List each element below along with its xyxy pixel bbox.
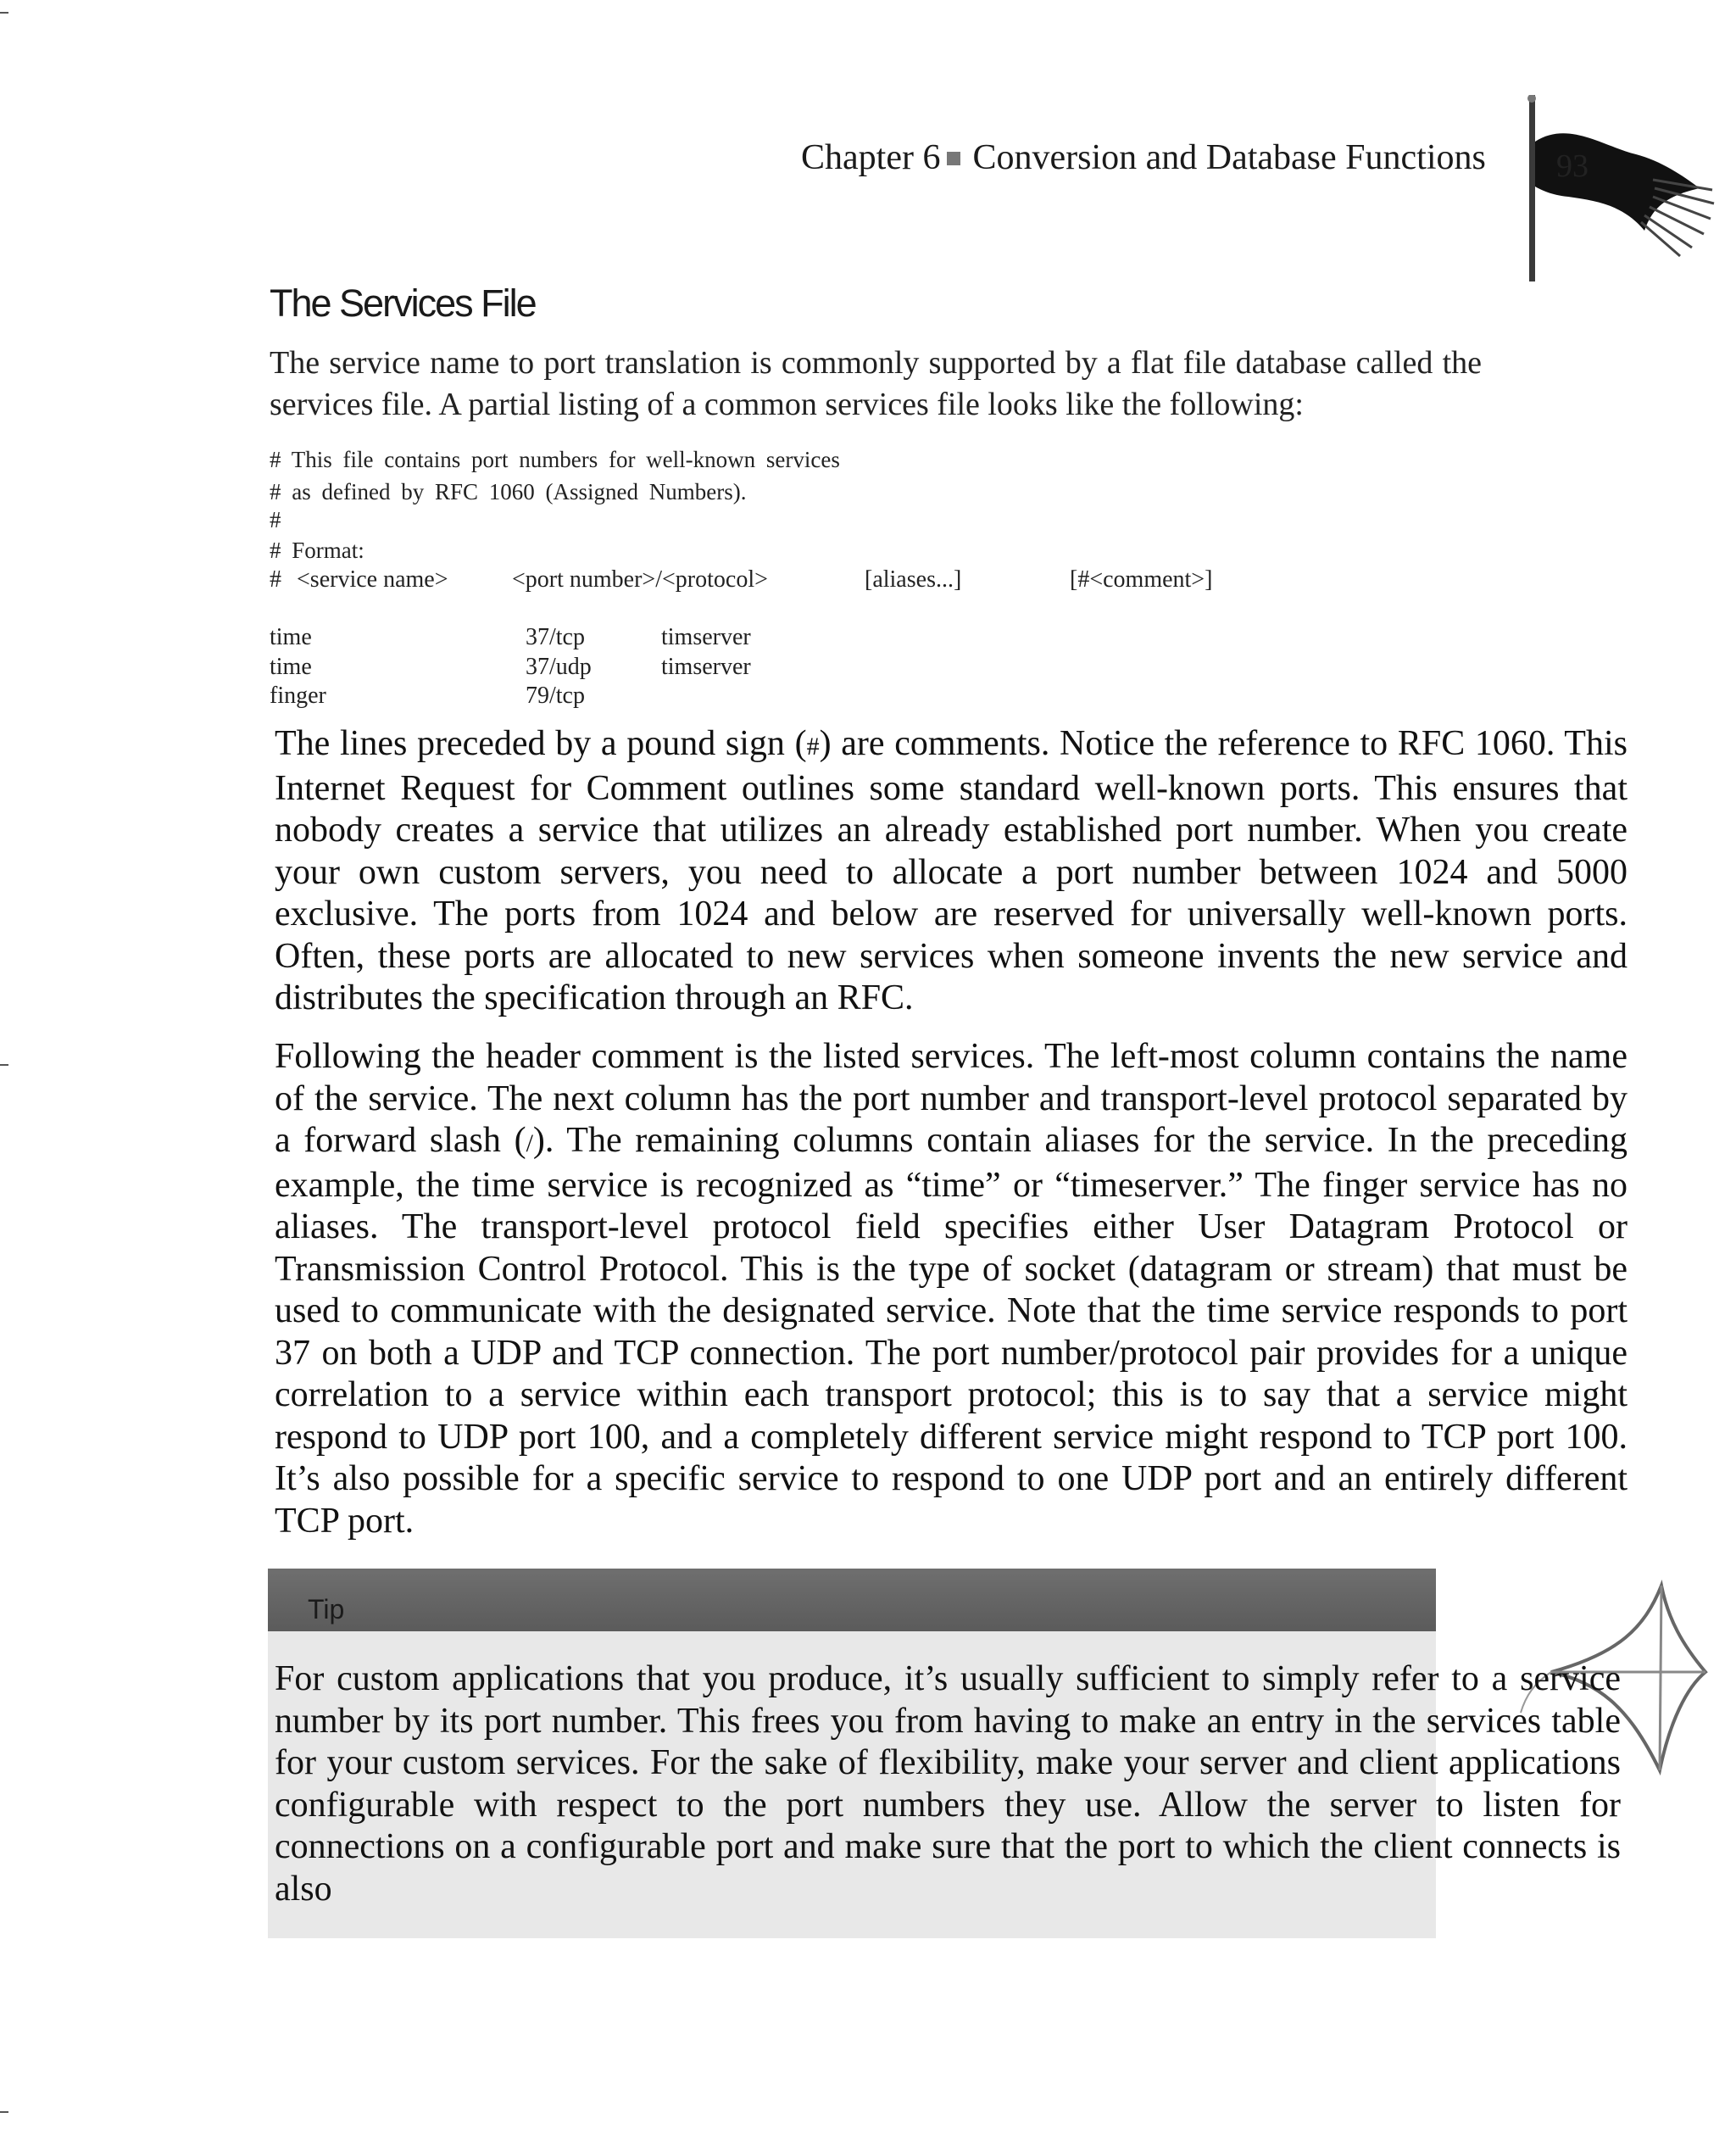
service-alias: timserver — [661, 654, 751, 680]
service-name: finger — [270, 683, 326, 709]
paragraph-text: The lines preceded by a pound sign ( — [275, 724, 807, 763]
service-name: time — [270, 654, 312, 680]
service-alias: timserver — [661, 624, 751, 650]
code-comment-line: # Format: — [270, 538, 364, 563]
body-paragraph — [275, 723, 1628, 1020]
format-port: <port number>/<protocol> — [512, 566, 768, 593]
pound-sign-symbol: # — [806, 733, 820, 761]
edge-mark — [0, 12, 8, 14]
square-bullet-icon — [947, 152, 960, 165]
service-port: 37/udp — [526, 654, 592, 680]
paragraph-text: ). The remaining columns contain aliases for the service. In the preceding example, the time service is recognized as “time” or “timeserver.” The finger service has no aliases. The transport-level protocol field specifies either User Datagram Protocol or Transmission Control Protocol. This is the type of socket (datagram or stream) that must be used to communicate with the designated service. Note that the time service responds to port 37 on both a UDP and TCP connection. The port number/protocol pair provides for a unique correlation to a service within each transport protocol; this is to say that a service might respond to UDP port 100, and a completely different service might respond to TCP port 100. It’s also possible for a specific service to respond to one UDP port and an entirely different TCP port. — [275, 1121, 1628, 1541]
edge-mark — [0, 1064, 8, 1066]
intro-paragraph: The service name to port translation is commonly supported by a flat file database called the services file. A partial listing of a common services file looks like the following: — [270, 345, 1482, 422]
service-port: 79/tcp — [526, 683, 585, 709]
code-comment-line: # This file contains port numbers for well-known services — [270, 447, 840, 472]
service-port: 37/tcp — [526, 624, 585, 650]
forward-slash-symbol: / — [526, 1129, 533, 1157]
waving-flag-icon — [1441, 95, 1721, 290]
section-heading: The Services File — [270, 281, 536, 325]
format-comment: [#<comment>] — [1070, 566, 1213, 593]
tip-text: For custom applications that you produce, it’s usually sufficient to simply refer to a service number by its port number. This frees you from having to make an entry in the services table for your custom services. For the sake of flexibility, make your server and client applications configurable with respect to the port numbers they use. Allow the server to listen for connections on a configurable port and make sure that the port to which the client connects is also — [275, 1659, 1621, 1909]
page-number: 93 — [1556, 148, 1589, 184]
code-comment-line: # as defined by RFC 1060 (Assigned Numbers). — [270, 479, 747, 504]
paragraph-text: Following the header comment is the listed services. The left-most column contains the name of the service. The next column has the port number and transport-level protocol separated by a forward slash ( — [275, 1037, 1628, 1160]
chapter-label: Chapter 6 — [801, 138, 941, 177]
running-header — [801, 137, 1486, 178]
paragraph-text: ) are comments. Notice the reference to RFC 1060. This Internet Request for Comment outlines some standard well-known ports. This ensures that nobody creates a service that utilizes an already established port number. When you create your own custom servers, you need to allocate a port number between 1024 and 5000 exclusive. The ports from 1024 and below are reserved for universally well-known ports. Often, these ports are allocated to new services when someone invents the new service and distributes the specification through an RFC. — [275, 724, 1628, 1017]
tip-header-bar — [268, 1569, 1436, 1631]
edge-mark — [0, 2111, 8, 2113]
code-comment-line: # — [270, 507, 281, 532]
service-name: time — [270, 624, 312, 650]
format-aliases: [aliases...] — [865, 566, 962, 593]
chapter-title: Conversion and Database Functions — [972, 138, 1486, 177]
tip-label: Tip — [308, 1594, 345, 1625]
format-service: <service name> — [297, 566, 448, 593]
format-prefix: # — [270, 566, 281, 593]
body-paragraph — [275, 1036, 1628, 1542]
